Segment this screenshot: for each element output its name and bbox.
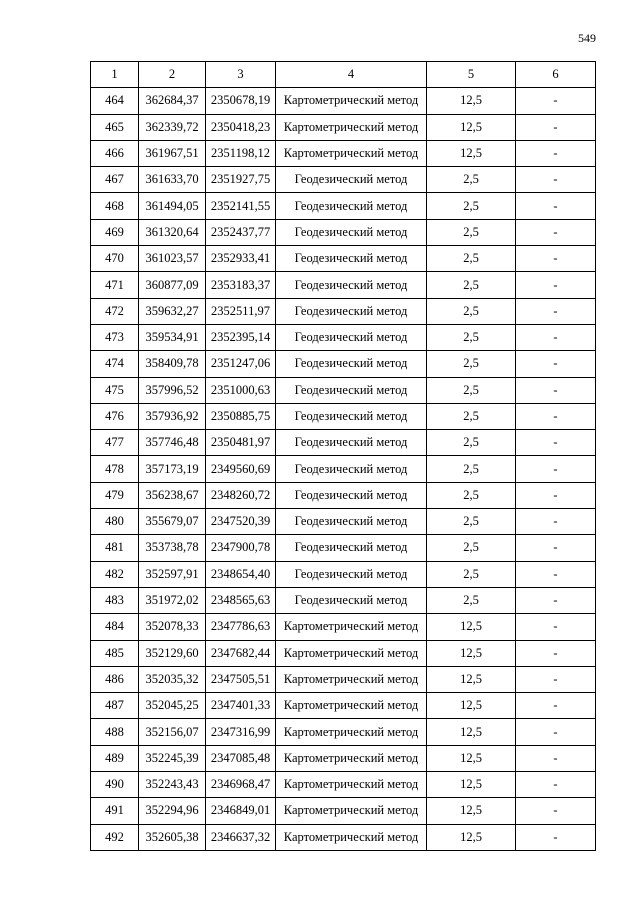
- point-number-cell: 491: [91, 798, 139, 824]
- y-coordinate-cell: 2352437,77: [206, 219, 276, 245]
- x-coordinate-cell: 353738,78: [139, 535, 206, 561]
- method-cell: Геодезический метод: [276, 509, 427, 535]
- y-coordinate-cell: 2347786,63: [206, 614, 276, 640]
- column-header-5: 5: [427, 62, 516, 88]
- accuracy-cell: 12,5: [427, 640, 516, 666]
- method-cell: Картометрический метод: [276, 824, 427, 850]
- point-number-cell: 477: [91, 430, 139, 456]
- x-coordinate-cell: 361023,57: [139, 246, 206, 272]
- x-coordinate-cell: 352156,07: [139, 719, 206, 745]
- x-coordinate-cell: 351972,02: [139, 587, 206, 613]
- note-cell: -: [516, 614, 596, 640]
- y-coordinate-cell: 2352511,97: [206, 298, 276, 324]
- x-coordinate-cell: 361633,70: [139, 167, 206, 193]
- note-cell: -: [516, 351, 596, 377]
- table-row: [91, 88, 596, 114]
- point-number-cell: 487: [91, 693, 139, 719]
- table-row: [91, 430, 596, 456]
- table-header-row: [91, 62, 596, 88]
- accuracy-cell: 12,5: [427, 745, 516, 771]
- accuracy-cell: 2,5: [427, 246, 516, 272]
- point-number-cell: 483: [91, 587, 139, 613]
- table-row: [91, 509, 596, 535]
- method-cell: Геодезический метод: [276, 430, 427, 456]
- point-number-cell: 468: [91, 193, 139, 219]
- point-number-cell: 471: [91, 272, 139, 298]
- x-coordinate-cell: 352597,91: [139, 561, 206, 587]
- point-number-cell: 478: [91, 456, 139, 482]
- x-coordinate-cell: 356238,67: [139, 482, 206, 508]
- point-number-cell: 472: [91, 298, 139, 324]
- method-cell: Геодезический метод: [276, 167, 427, 193]
- x-coordinate-cell: 359632,27: [139, 298, 206, 324]
- point-number-cell: 464: [91, 88, 139, 114]
- note-cell: -: [516, 640, 596, 666]
- accuracy-cell: 12,5: [427, 719, 516, 745]
- table-row: [91, 640, 596, 666]
- y-coordinate-cell: 2347316,99: [206, 719, 276, 745]
- note-cell: -: [516, 324, 596, 350]
- x-coordinate-cell: 352245,39: [139, 745, 206, 771]
- x-coordinate-cell: 361967,51: [139, 140, 206, 166]
- method-cell: Геодезический метод: [276, 482, 427, 508]
- table-row: [91, 482, 596, 508]
- accuracy-cell: 12,5: [427, 824, 516, 850]
- note-cell: -: [516, 246, 596, 272]
- method-cell: Геодезический метод: [276, 193, 427, 219]
- method-cell: Геодезический метод: [276, 587, 427, 613]
- y-coordinate-cell: 2351927,75: [206, 167, 276, 193]
- method-cell: Геодезический метод: [276, 535, 427, 561]
- method-cell: Геодезический метод: [276, 456, 427, 482]
- note-cell: -: [516, 587, 596, 613]
- point-number-cell: 488: [91, 719, 139, 745]
- method-cell: Картометрический метод: [276, 719, 427, 745]
- table-row: [91, 193, 596, 219]
- x-coordinate-cell: 362339,72: [139, 114, 206, 140]
- x-coordinate-cell: 357173,19: [139, 456, 206, 482]
- method-cell: Картометрический метод: [276, 745, 427, 771]
- y-coordinate-cell: 2347900,78: [206, 535, 276, 561]
- method-cell: Геодезический метод: [276, 403, 427, 429]
- y-coordinate-cell: 2347085,48: [206, 745, 276, 771]
- column-header-1: 1: [91, 62, 139, 88]
- accuracy-cell: 12,5: [427, 798, 516, 824]
- y-coordinate-cell: 2347682,44: [206, 640, 276, 666]
- note-cell: -: [516, 456, 596, 482]
- table-row: [91, 614, 596, 640]
- table-row: [91, 324, 596, 350]
- note-cell: -: [516, 561, 596, 587]
- accuracy-cell: 2,5: [427, 430, 516, 456]
- table-row: [91, 298, 596, 324]
- y-coordinate-cell: 2350678,19: [206, 88, 276, 114]
- method-cell: Картометрический метод: [276, 140, 427, 166]
- point-number-cell: 489: [91, 745, 139, 771]
- point-number-cell: 490: [91, 772, 139, 798]
- accuracy-cell: 12,5: [427, 693, 516, 719]
- note-cell: -: [516, 719, 596, 745]
- table-row: [91, 719, 596, 745]
- x-coordinate-cell: 352078,33: [139, 614, 206, 640]
- accuracy-cell: 2,5: [427, 193, 516, 219]
- accuracy-cell: 2,5: [427, 561, 516, 587]
- note-cell: -: [516, 482, 596, 508]
- table-row: [91, 666, 596, 692]
- accuracy-cell: 2,5: [427, 377, 516, 403]
- point-number-cell: 481: [91, 535, 139, 561]
- accuracy-cell: 12,5: [427, 114, 516, 140]
- accuracy-cell: 2,5: [427, 587, 516, 613]
- method-cell: Геодезический метод: [276, 351, 427, 377]
- y-coordinate-cell: 2347520,39: [206, 509, 276, 535]
- accuracy-cell: 12,5: [427, 666, 516, 692]
- note-cell: -: [516, 772, 596, 798]
- coordinates-table: [90, 61, 596, 851]
- point-number-cell: 465: [91, 114, 139, 140]
- x-coordinate-cell: 355679,07: [139, 509, 206, 535]
- y-coordinate-cell: 2346849,01: [206, 798, 276, 824]
- x-coordinate-cell: 359534,91: [139, 324, 206, 350]
- method-cell: Геодезический метод: [276, 377, 427, 403]
- page-number: 549: [578, 31, 596, 45]
- y-coordinate-cell: 2346968,47: [206, 772, 276, 798]
- y-coordinate-cell: 2349560,69: [206, 456, 276, 482]
- y-coordinate-cell: 2348565,63: [206, 587, 276, 613]
- table-row: [91, 535, 596, 561]
- table-row: [91, 351, 596, 377]
- table-row: [91, 561, 596, 587]
- method-cell: Картометрический метод: [276, 114, 427, 140]
- table-row: [91, 798, 596, 824]
- point-number-cell: 479: [91, 482, 139, 508]
- accuracy-cell: 2,5: [427, 482, 516, 508]
- y-coordinate-cell: 2353183,37: [206, 272, 276, 298]
- x-coordinate-cell: 361320,64: [139, 219, 206, 245]
- y-coordinate-cell: 2350418,23: [206, 114, 276, 140]
- table-row: [91, 587, 596, 613]
- point-number-cell: 484: [91, 614, 139, 640]
- y-coordinate-cell: 2347505,51: [206, 666, 276, 692]
- table-row: [91, 772, 596, 798]
- note-cell: -: [516, 509, 596, 535]
- column-header-3: 3: [206, 62, 276, 88]
- method-cell: Картометрический метод: [276, 693, 427, 719]
- note-cell: -: [516, 298, 596, 324]
- accuracy-cell: 2,5: [427, 535, 516, 561]
- y-coordinate-cell: 2348654,40: [206, 561, 276, 587]
- y-coordinate-cell: 2350885,75: [206, 403, 276, 429]
- note-cell: -: [516, 403, 596, 429]
- table-row: [91, 246, 596, 272]
- note-cell: -: [516, 272, 596, 298]
- table-row: [91, 403, 596, 429]
- accuracy-cell: 2,5: [427, 298, 516, 324]
- note-cell: -: [516, 377, 596, 403]
- method-cell: Картометрический метод: [276, 614, 427, 640]
- table-row: [91, 377, 596, 403]
- y-coordinate-cell: 2352141,55: [206, 193, 276, 219]
- accuracy-cell: 12,5: [427, 88, 516, 114]
- point-number-cell: 492: [91, 824, 139, 850]
- y-coordinate-cell: 2346637,32: [206, 824, 276, 850]
- point-number-cell: 476: [91, 403, 139, 429]
- y-coordinate-cell: 2351000,63: [206, 377, 276, 403]
- accuracy-cell: 12,5: [427, 140, 516, 166]
- point-number-cell: 473: [91, 324, 139, 350]
- x-coordinate-cell: 352243,43: [139, 772, 206, 798]
- note-cell: -: [516, 114, 596, 140]
- point-number-cell: 475: [91, 377, 139, 403]
- x-coordinate-cell: 352045,25: [139, 693, 206, 719]
- note-cell: -: [516, 430, 596, 456]
- method-cell: Картометрический метод: [276, 88, 427, 114]
- table-row: [91, 824, 596, 850]
- point-number-cell: 466: [91, 140, 139, 166]
- method-cell: Картометрический метод: [276, 666, 427, 692]
- note-cell: -: [516, 666, 596, 692]
- x-coordinate-cell: 362684,37: [139, 88, 206, 114]
- accuracy-cell: 2,5: [427, 351, 516, 377]
- point-number-cell: 480: [91, 509, 139, 535]
- x-coordinate-cell: 357996,52: [139, 377, 206, 403]
- x-coordinate-cell: 357746,48: [139, 430, 206, 456]
- y-coordinate-cell: 2350481,97: [206, 430, 276, 456]
- note-cell: -: [516, 824, 596, 850]
- note-cell: -: [516, 193, 596, 219]
- x-coordinate-cell: 352294,96: [139, 798, 206, 824]
- accuracy-cell: 12,5: [427, 614, 516, 640]
- x-coordinate-cell: 352035,32: [139, 666, 206, 692]
- table-row: [91, 219, 596, 245]
- table-row: [91, 167, 596, 193]
- x-coordinate-cell: 360877,09: [139, 272, 206, 298]
- method-cell: Картометрический метод: [276, 798, 427, 824]
- note-cell: -: [516, 140, 596, 166]
- table-row: [91, 140, 596, 166]
- note-cell: -: [516, 798, 596, 824]
- column-header-2: 2: [139, 62, 206, 88]
- method-cell: Геодезический метод: [276, 324, 427, 350]
- accuracy-cell: 2,5: [427, 509, 516, 535]
- accuracy-cell: 2,5: [427, 456, 516, 482]
- y-coordinate-cell: 2348260,72: [206, 482, 276, 508]
- accuracy-cell: 2,5: [427, 403, 516, 429]
- accuracy-cell: 2,5: [427, 324, 516, 350]
- note-cell: -: [516, 745, 596, 771]
- method-cell: Геодезический метод: [276, 298, 427, 324]
- point-number-cell: 486: [91, 666, 139, 692]
- y-coordinate-cell: 2352395,14: [206, 324, 276, 350]
- note-cell: -: [516, 88, 596, 114]
- note-cell: -: [516, 535, 596, 561]
- method-cell: Картометрический метод: [276, 772, 427, 798]
- point-number-cell: 469: [91, 219, 139, 245]
- y-coordinate-cell: 2352933,41: [206, 246, 276, 272]
- method-cell: Геодезический метод: [276, 219, 427, 245]
- point-number-cell: 474: [91, 351, 139, 377]
- x-coordinate-cell: 361494,05: [139, 193, 206, 219]
- method-cell: Геодезический метод: [276, 246, 427, 272]
- table-body: [91, 88, 596, 851]
- column-header-4: 4: [276, 62, 427, 88]
- y-coordinate-cell: 2351247,06: [206, 351, 276, 377]
- method-cell: Картометрический метод: [276, 640, 427, 666]
- x-coordinate-cell: 352129,60: [139, 640, 206, 666]
- point-number-cell: 482: [91, 561, 139, 587]
- accuracy-cell: 2,5: [427, 167, 516, 193]
- accuracy-cell: 12,5: [427, 772, 516, 798]
- point-number-cell: 485: [91, 640, 139, 666]
- accuracy-cell: 2,5: [427, 219, 516, 245]
- point-number-cell: 467: [91, 167, 139, 193]
- note-cell: -: [516, 219, 596, 245]
- table-row: [91, 745, 596, 771]
- y-coordinate-cell: 2347401,33: [206, 693, 276, 719]
- x-coordinate-cell: 357936,92: [139, 403, 206, 429]
- note-cell: -: [516, 693, 596, 719]
- x-coordinate-cell: 358409,78: [139, 351, 206, 377]
- method-cell: Геодезический метод: [276, 272, 427, 298]
- table-row: [91, 272, 596, 298]
- table-row: [91, 114, 596, 140]
- y-coordinate-cell: 2351198,12: [206, 140, 276, 166]
- note-cell: -: [516, 167, 596, 193]
- x-coordinate-cell: 352605,38: [139, 824, 206, 850]
- point-number-cell: 470: [91, 246, 139, 272]
- column-header-6: 6: [516, 62, 596, 88]
- accuracy-cell: 2,5: [427, 272, 516, 298]
- table-row: [91, 693, 596, 719]
- table-row: [91, 456, 596, 482]
- method-cell: Геодезический метод: [276, 561, 427, 587]
